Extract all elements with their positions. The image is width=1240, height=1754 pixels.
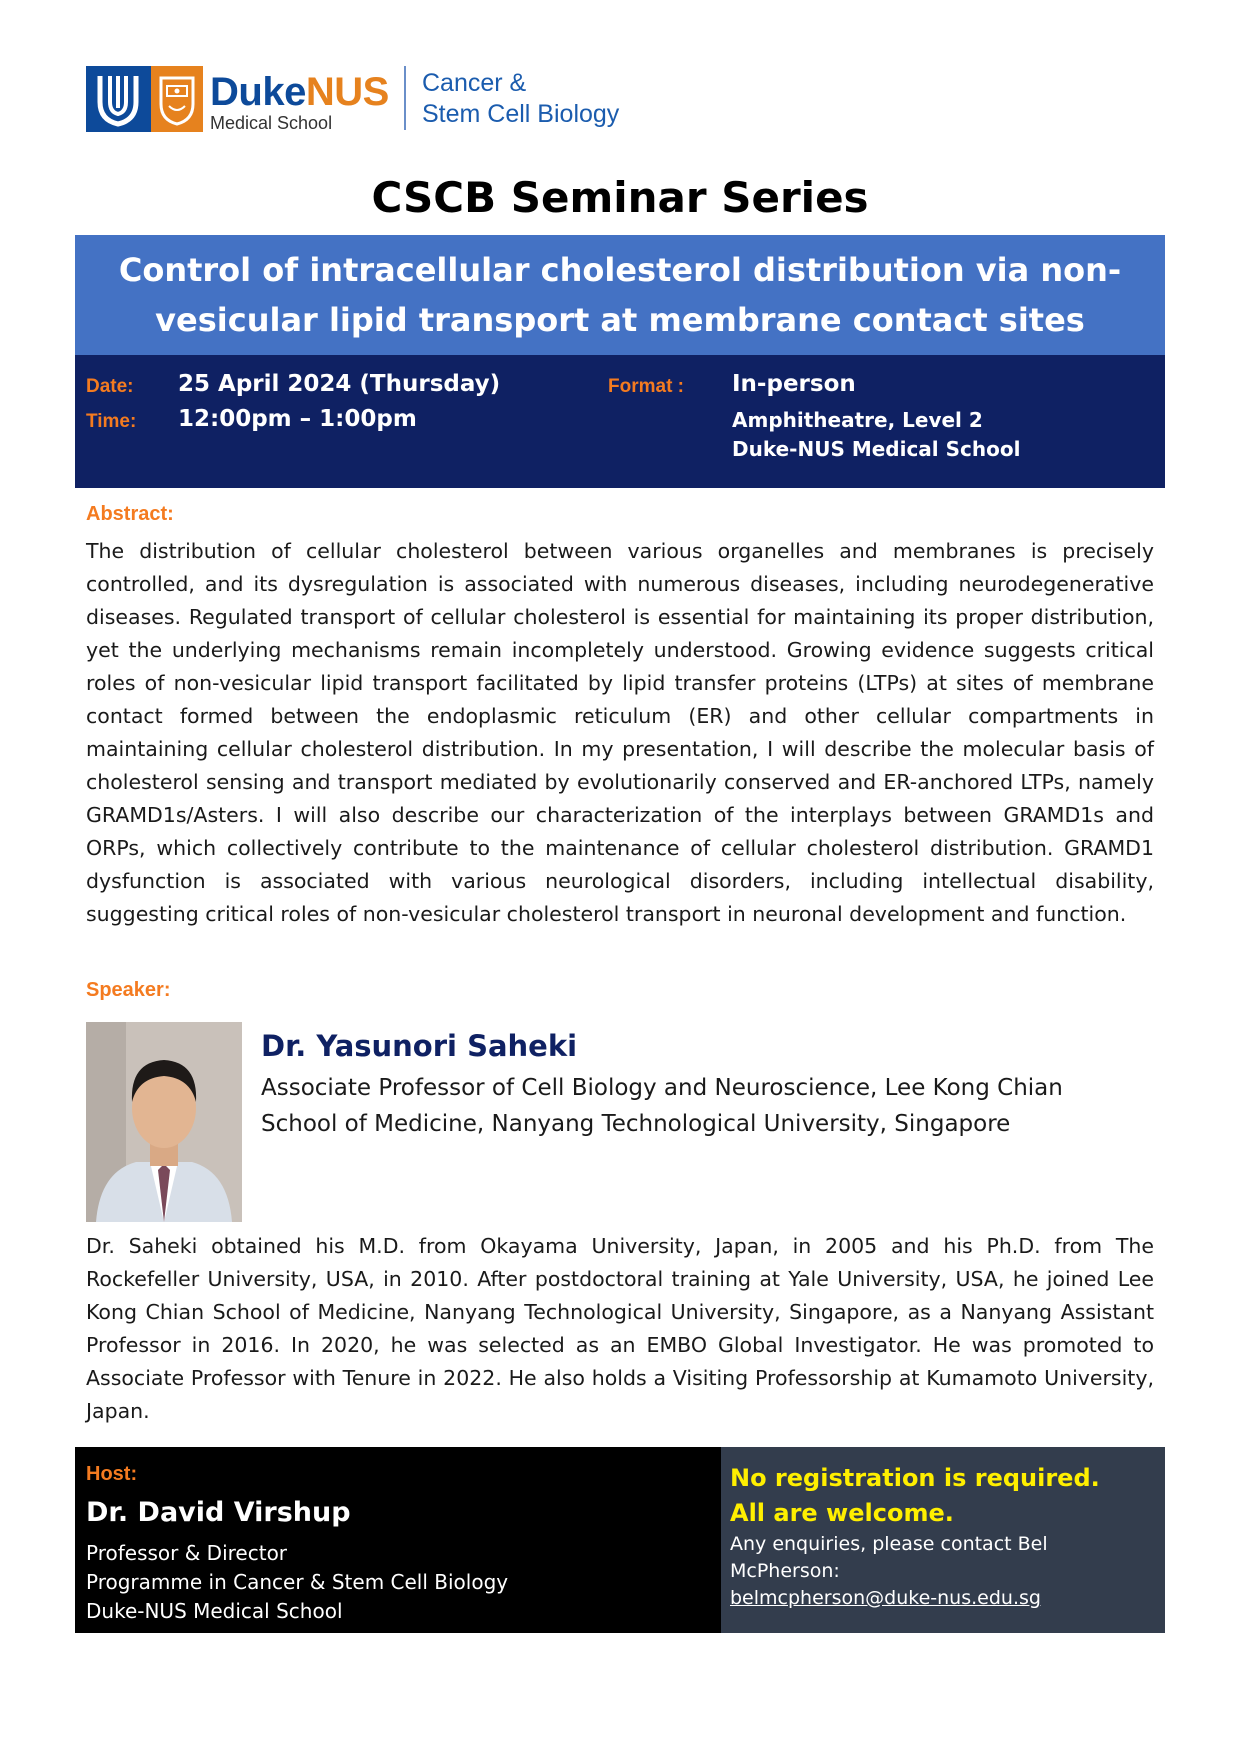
- host-institution: Duke-NUS Medical School: [86, 1599, 343, 1623]
- logo-wordmark: DukeNUS: [210, 70, 389, 114]
- date-label: Date:: [86, 376, 134, 397]
- host-details: [86, 1539, 508, 1626]
- venue-line-1: Amphitheatre, Level 2: [732, 408, 983, 432]
- host-label: Host:: [86, 1463, 138, 1485]
- registration-line-2: All are welcome.: [730, 1499, 954, 1527]
- host-title: Professor & Director: [86, 1541, 288, 1565]
- abstract-text: The distribution of cellular cholesterol between various organelles and membranes is precisely controlled, and its dysregulation is associated with numerous diseases, including neurodegenerative diseases. Regulated transport of cellular cholesterol is essential for maintaining its proper distribution, yet the underlying mechanisms remain incompletely understood. Growing evidence suggests critical roles of non-vesicular lipid transport facilitated by lipid transfer proteins (LTPs) at sites of membrane contact formed between the endoplasmic reticulum (ER) and other cellular compartments in maintaining cellular cholesterol distribution. In my presentation, I will describe the molecular basis of cholesterol sensing and transport mediated by evolutionarily conserved and ER-anchored LTPs, namely GRAMD1s/Asters. I will also describe our characterization of the interplays between GRAMD1s and ORPs, which collectively contribute to the maintenance of cellular cholesterol distribution. GRAMD1 dysfunction is associated with various neurological disorders, including intellectual disability, suggesting critical roles of non-vesicular cholesterol transport in neuronal development and function.: [86, 539, 1154, 926]
- time-value: 12:00pm – 1:00pm: [178, 406, 417, 432]
- department-name: Cancer & Stem Cell Biology: [422, 69, 620, 128]
- registration-band: [721, 1447, 1165, 1633]
- host-name: Dr. David Virshup: [86, 1497, 351, 1528]
- format-value: In-person: [732, 371, 856, 397]
- speaker-bio: Dr. Saheki obtained his M.D. from Okayama University, Japan, in 2005 and his Ph.D. from The Rockefeller University, USA, in 2010. After postdoctoral training at Yale University, USA, he joined Lee Kong Chian School of Medicine, Nanyang Technological University, Singapore, as a Nanyang Assistant Professor in 2016. In 2020, he was selected as an EMBO Global Investigator. He was promoted to Associate Professor with Tenure in 2022. He also holds a Visiting Professorship at Kumamoto University, Japan.: [86, 1234, 1154, 1423]
- logo-subtitle: Medical School: [210, 113, 333, 133]
- series-title: CSCB Seminar Series: [371, 173, 869, 222]
- speaker-photo: [86, 1022, 242, 1222]
- abstract-label: Abstract:: [86, 503, 174, 525]
- logo-divider: [404, 66, 406, 130]
- event-info-band: [75, 355, 1165, 488]
- nus-crest-icon: [151, 66, 203, 132]
- contact-email-link[interactable]: belmcpherson@duke-nus.edu.sg: [730, 1587, 1041, 1609]
- venue-line-2: Duke-NUS Medical School: [732, 437, 1021, 461]
- contact-text: Any enquiries, please contact Bel McPherson:: [730, 1533, 1048, 1582]
- talk-title-band: [75, 235, 1165, 355]
- registration-line-1: No registration is required.: [730, 1464, 1100, 1492]
- speaker-label: Speaker:: [86, 979, 171, 1001]
- duke-shield-icon: [86, 66, 151, 132]
- speaker-name: Dr. Yasunori Saheki: [261, 1029, 578, 1063]
- talk-title: Control of intracellular cholesterol distribution via non-vesicular lipid transport at membrane contact sites: [118, 251, 1122, 339]
- time-label: Time:: [86, 411, 137, 432]
- host-programme: Programme in Cancer & Stem Cell Biology: [86, 1570, 509, 1594]
- header-logo: [86, 64, 626, 136]
- host-band: [75, 1447, 721, 1633]
- format-label: Format :: [608, 376, 684, 397]
- date-value: 25 April 2024 (Thursday): [178, 371, 501, 397]
- speaker-affiliation: Associate Professor of Cell Biology and Neuroscience, Lee Kong Chian School of Medicine, Nanyang Technological University, Singapore: [261, 1075, 1063, 1137]
- registration-notice: [730, 1461, 1150, 1612]
